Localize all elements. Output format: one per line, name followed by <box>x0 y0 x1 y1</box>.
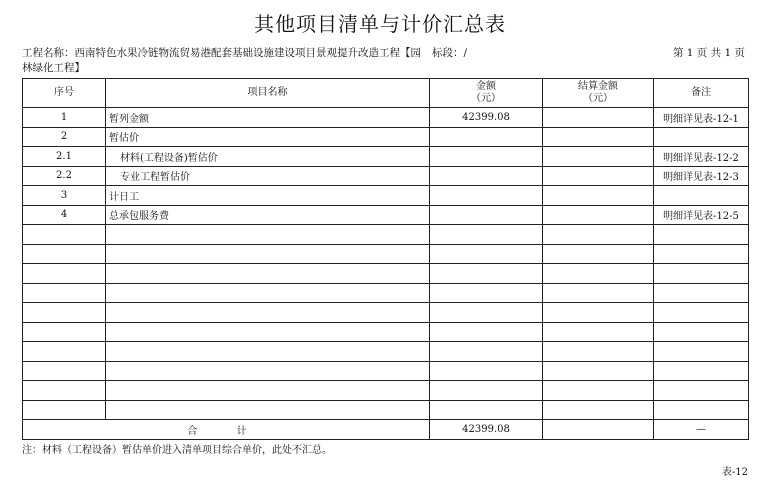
empty-cell <box>430 244 543 264</box>
table-row <box>23 186 749 206</box>
cell-amount <box>430 166 543 186</box>
header-amount <box>430 79 543 108</box>
empty-cell <box>543 342 654 362</box>
cell-amount <box>430 147 543 167</box>
header-seq: 序号 <box>23 79 106 108</box>
cell-settlement <box>543 127 654 147</box>
cell-amount <box>430 127 543 147</box>
empty-cell <box>543 225 654 245</box>
empty-cell <box>430 342 543 362</box>
summary-table <box>22 78 749 440</box>
table-row <box>23 127 749 147</box>
empty-row <box>23 400 749 420</box>
empty-cell <box>654 342 749 362</box>
cell-amount: 42399.08 <box>430 108 543 128</box>
empty-row <box>23 322 749 342</box>
total-remark: — <box>654 420 749 440</box>
cell-remark: 明细详见表-12-1 <box>654 108 749 128</box>
empty-row <box>23 283 749 303</box>
total-settlement <box>543 420 654 440</box>
cell-name: 暂估价 <box>106 127 430 147</box>
cell-name: 材料(工程设备)暂估价 <box>106 147 430 167</box>
table-row <box>23 166 749 186</box>
table-row <box>23 108 749 128</box>
empty-cell <box>23 361 106 381</box>
page-info: 第 1 页 共 1 页 <box>672 47 745 59</box>
table-row <box>23 205 749 225</box>
cell-name: 计日工 <box>106 186 430 206</box>
empty-cell <box>106 283 430 303</box>
cell-settlement <box>543 166 654 186</box>
empty-cell <box>106 322 430 342</box>
cell-settlement <box>543 108 654 128</box>
cell-seq: 2.2 <box>23 166 106 186</box>
empty-cell <box>106 225 430 245</box>
cell-seq: 2 <box>23 127 106 147</box>
empty-cell <box>106 342 430 362</box>
cell-remark <box>654 127 749 147</box>
cell-remark <box>654 186 749 206</box>
empty-cell <box>543 303 654 323</box>
empty-cell <box>430 225 543 245</box>
section-label: 标段：/ <box>432 47 468 59</box>
empty-cell <box>543 381 654 401</box>
cell-remark: 明细详见表-12-3 <box>654 166 749 186</box>
cell-settlement <box>543 205 654 225</box>
empty-row <box>23 361 749 381</box>
empty-cell <box>23 342 106 362</box>
cell-name: 专业工程暂估价 <box>106 166 430 186</box>
empty-cell <box>430 361 543 381</box>
empty-cell <box>23 225 106 245</box>
empty-cell <box>430 283 543 303</box>
empty-cell <box>654 283 749 303</box>
empty-cell <box>654 225 749 245</box>
empty-row <box>23 342 749 362</box>
empty-cell <box>543 264 654 284</box>
empty-cell <box>106 400 430 420</box>
header-row <box>23 79 749 108</box>
form-code: 表-12 <box>721 467 748 478</box>
empty-cell <box>654 381 749 401</box>
cell-seq: 1 <box>23 108 106 128</box>
empty-cell <box>654 361 749 381</box>
empty-cell <box>106 381 430 401</box>
empty-cell <box>106 264 430 284</box>
cell-amount <box>430 205 543 225</box>
total-label <box>23 420 430 440</box>
total-row <box>23 420 749 440</box>
project-name: 工程名称：西南特色水果冷链物流贸易港配套基础设施建设项目景观提升改造工程【园林绿化工程】 <box>22 47 421 74</box>
empty-cell <box>654 244 749 264</box>
empty-cell <box>430 322 543 342</box>
empty-cell <box>23 322 106 342</box>
empty-cell <box>23 244 106 264</box>
empty-cell <box>543 244 654 264</box>
empty-cell <box>654 400 749 420</box>
empty-row <box>23 244 749 264</box>
header-amount-unit: （元） <box>471 93 501 104</box>
empty-cell <box>543 322 654 342</box>
cell-settlement <box>543 147 654 167</box>
header-settlement-label: 结算金额 <box>578 81 618 92</box>
cell-name: 暂列金额 <box>106 108 430 128</box>
empty-cell <box>430 264 543 284</box>
empty-cell <box>543 283 654 303</box>
empty-cell <box>430 400 543 420</box>
footnote: 注：材料（工程设备）暂估单价进入清单项目综合单价，此处不汇总。 <box>22 445 332 456</box>
empty-cell <box>106 244 430 264</box>
cell-name: 总承包服务费 <box>106 205 430 225</box>
empty-row <box>23 303 749 323</box>
cell-remark: 明细详见表-12-5 <box>654 205 749 225</box>
header-settlement <box>543 79 654 108</box>
total-label-text: 合 计 <box>187 425 265 437</box>
empty-cell <box>106 361 430 381</box>
cell-amount <box>430 186 543 206</box>
header-remark: 备注 <box>654 79 749 108</box>
empty-cell <box>654 322 749 342</box>
cell-seq: 4 <box>23 205 106 225</box>
cell-seq: 2.1 <box>23 147 106 167</box>
cell-remark: 明细详见表-12-2 <box>654 147 749 167</box>
empty-cell <box>106 303 430 323</box>
header-amount-label: 金额 <box>476 81 496 92</box>
cell-seq: 3 <box>23 186 106 206</box>
header-name: 项目名称 <box>106 79 430 108</box>
cell-settlement <box>543 186 654 206</box>
empty-cell <box>543 361 654 381</box>
empty-cell <box>430 303 543 323</box>
empty-cell <box>654 303 749 323</box>
empty-row <box>23 225 749 245</box>
empty-cell <box>23 303 106 323</box>
empty-row <box>23 264 749 284</box>
table-row <box>23 147 749 167</box>
total-amount: 42399.08 <box>430 420 543 440</box>
empty-cell <box>23 283 106 303</box>
empty-cell <box>23 381 106 401</box>
empty-cell <box>23 264 106 284</box>
empty-row <box>23 381 749 401</box>
empty-cell <box>654 264 749 284</box>
empty-cell <box>430 381 543 401</box>
page-title: 其他项目清单与计价汇总表 <box>254 12 506 36</box>
empty-cell <box>23 400 106 420</box>
header-settlement-unit: （元） <box>583 93 613 104</box>
empty-cell <box>543 400 654 420</box>
